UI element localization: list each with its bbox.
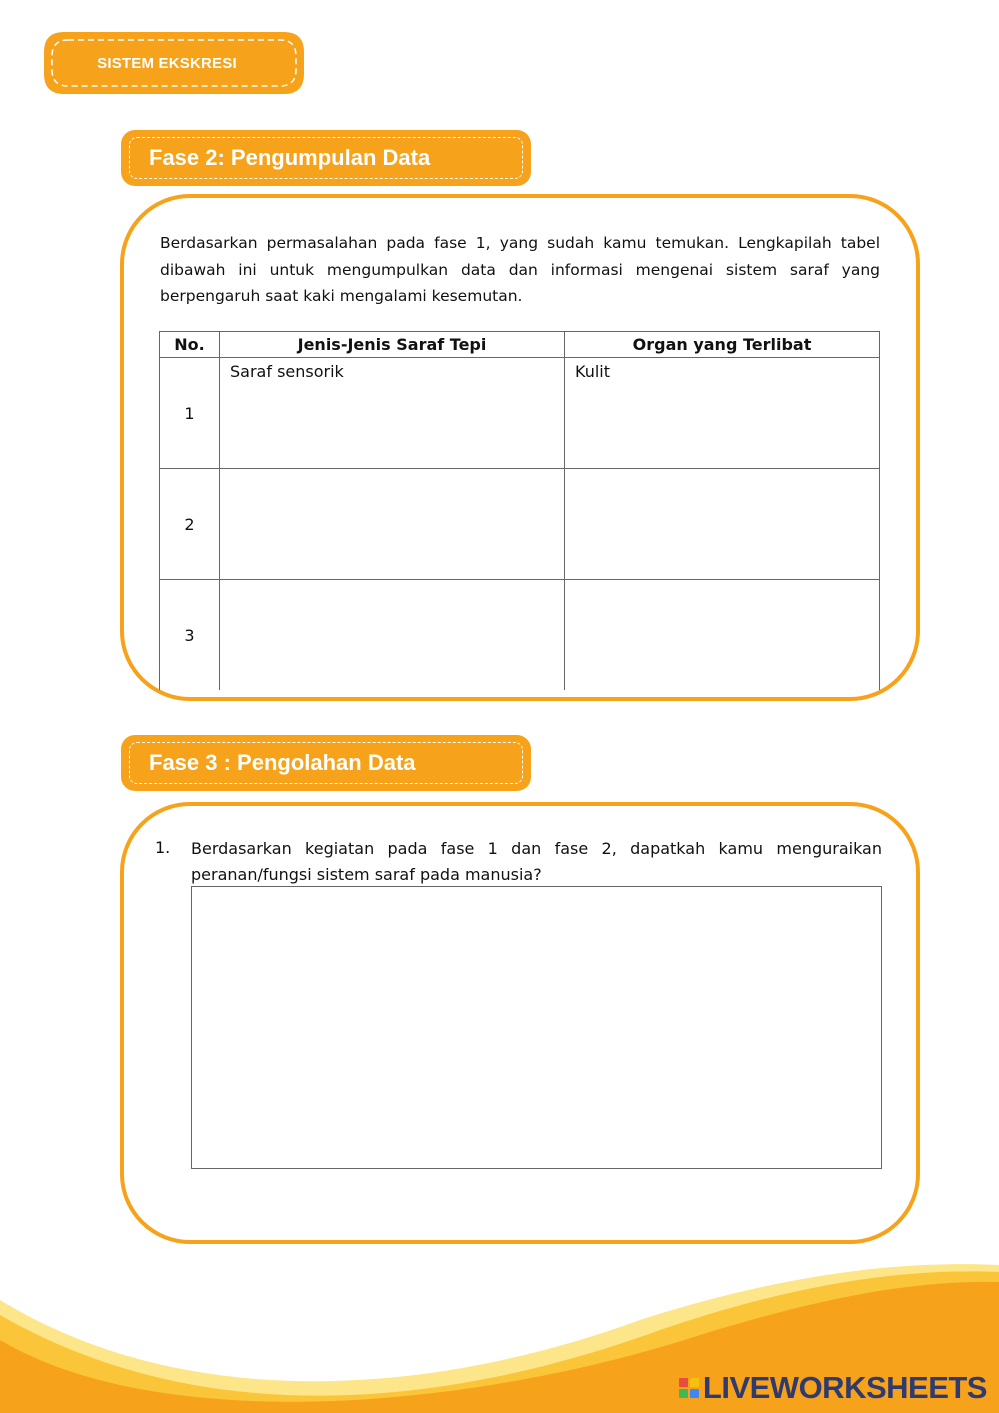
organ-cell[interactable] <box>565 580 880 691</box>
logo-text: LIVEWORKSHEETS <box>702 1370 987 1405</box>
phase3-title: Fase 3 : Pengolahan Data <box>149 750 416 775</box>
phase2-tab <box>121 130 531 186</box>
question-number: 1. <box>155 838 171 857</box>
answer-box[interactable] <box>191 886 882 1169</box>
question-text: Berdasarkan kegiatan pada fase 1 dan fase 2, dapatkah kamu menguraikan peranan/fungsi sistem saraf pada manusia? <box>191 839 882 884</box>
jenis-cell[interactable]: Saraf sensorik <box>220 358 565 469</box>
row-number: 3 <box>160 580 220 691</box>
organ-cell[interactable]: Kulit <box>565 358 880 469</box>
header-badge <box>44 32 304 94</box>
table-row <box>160 358 880 469</box>
nerve-table <box>159 331 880 690</box>
phase2-title: Fase 2: Pengumpulan Data <box>149 145 431 170</box>
organ-cell[interactable] <box>565 469 880 580</box>
table-row <box>160 469 880 580</box>
header-no: No. <box>160 332 220 358</box>
liveworksheets-logo <box>679 1370 987 1405</box>
phase2-intro: Berdasarkan permasalahan pada fase 1, yang sudah kamu temukan. Lengkapilah tabel dibawah ini untuk mengumpulkan data dan informasi mengenai sistem saraf yang berpengaruh saat kaki mengalami kesemutan. <box>160 234 880 305</box>
row-number: 1 <box>160 358 220 469</box>
jenis-cell[interactable] <box>220 469 565 580</box>
table-header-row <box>160 332 880 358</box>
header-organ: Organ yang Terlibat <box>565 332 880 358</box>
phase3-tab <box>121 735 531 791</box>
header-jenis: Jenis-Jenis Saraf Tepi <box>220 332 565 358</box>
logo-icon <box>679 1378 699 1398</box>
jenis-cell[interactable] <box>220 580 565 691</box>
badge-label: SISTEM EKSKRESI <box>97 54 237 72</box>
table-row <box>160 580 880 691</box>
row-number: 2 <box>160 469 220 580</box>
